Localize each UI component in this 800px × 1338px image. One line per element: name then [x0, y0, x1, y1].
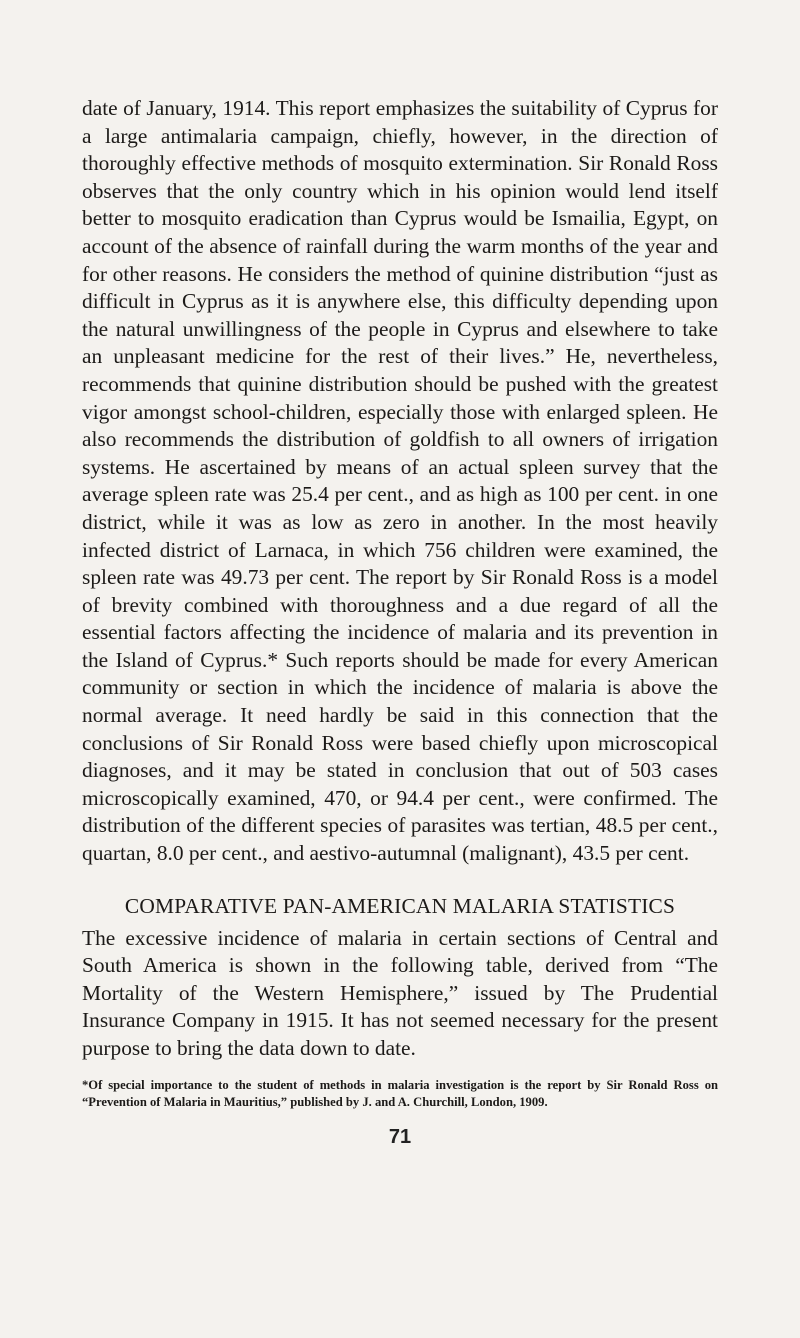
- section-heading: COMPARATIVE PAN-AMERICAN MALARIA STATISTICS: [124, 893, 676, 918]
- page-number: 71: [388, 1126, 412, 1148]
- footnote: *Of special importance to the student of methods in malaria investigation is the report by Sir Ronald Ross on “Prevention of Malaria in Mauritius,” published by J. and A. Churchill, London, 1909.: [82, 1077, 718, 1109]
- body-paragraph-1: date of January, 1914. This report emphasizes the suitability of Cyprus for a large antimalaria campaign, chiefly, however, in the direction of thoroughly effective methods of mosquito extermination. Sir Ronald Ross observes that the only country which in his opinion would lend itself better to mosquito eradication than Cyprus would be Ismailia, Egypt, on account of the absence of rainfall during the warm months of the year and for other reasons. He considers the method of quinine distribution “just as difficult in Cyprus as it is anywhere else, this difficulty depending upon the natural unwillingness of the people in Cyprus and elsewhere to take an unpleasant medicine for the rest of their lives.” He, nevertheless, recommends that quinine distribution should be pushed with the greatest vigor amongst school-children, especially those with enlarged spleen. He also recommends the distribution of goldfish to all owners of irrigation systems. He ascertained by means of an actual spleen survey that the average spleen rate was 25.4 per cent., and as high as 100 per cent. in one district, while it was as low as zero in another. In the most heavily infected district of Larnaca, in which 756 children were examined, the spleen rate was 49.73 per cent. The report by Sir Ronald Ross is a model of brevity combined with thoroughness and a due regard of all the essential factors affecting the incidence of malaria and its prevention in the Island of Cyprus.* Such reports should be made for every American community or section in which the incidence of malaria is above the normal average. It need hardly be said in this connection that the conclusions of Sir Ronald Ross were based chiefly upon microscopical diagnoses, and it may be stated in conclusion that out of 503 cases microscopically examined, 470, or 94.4 per cent., were confirmed. The distribution of the different species of parasites was tertian, 48.5 per cent., quartan, 8.0 per cent., and aestivo-autumnal (malignant), 43.5 per cent.: [82, 96, 718, 866]
- body-paragraph-2: The excessive incidence of malaria in certain sections of Central and South America is shown in the following table, derived from “The Mortality of the Western Hemisphere,” issued by The Prudential Insurance Company in 1915. It has not seemed necessary for the present purpose to bring the data down to date.: [82, 925, 718, 1060]
